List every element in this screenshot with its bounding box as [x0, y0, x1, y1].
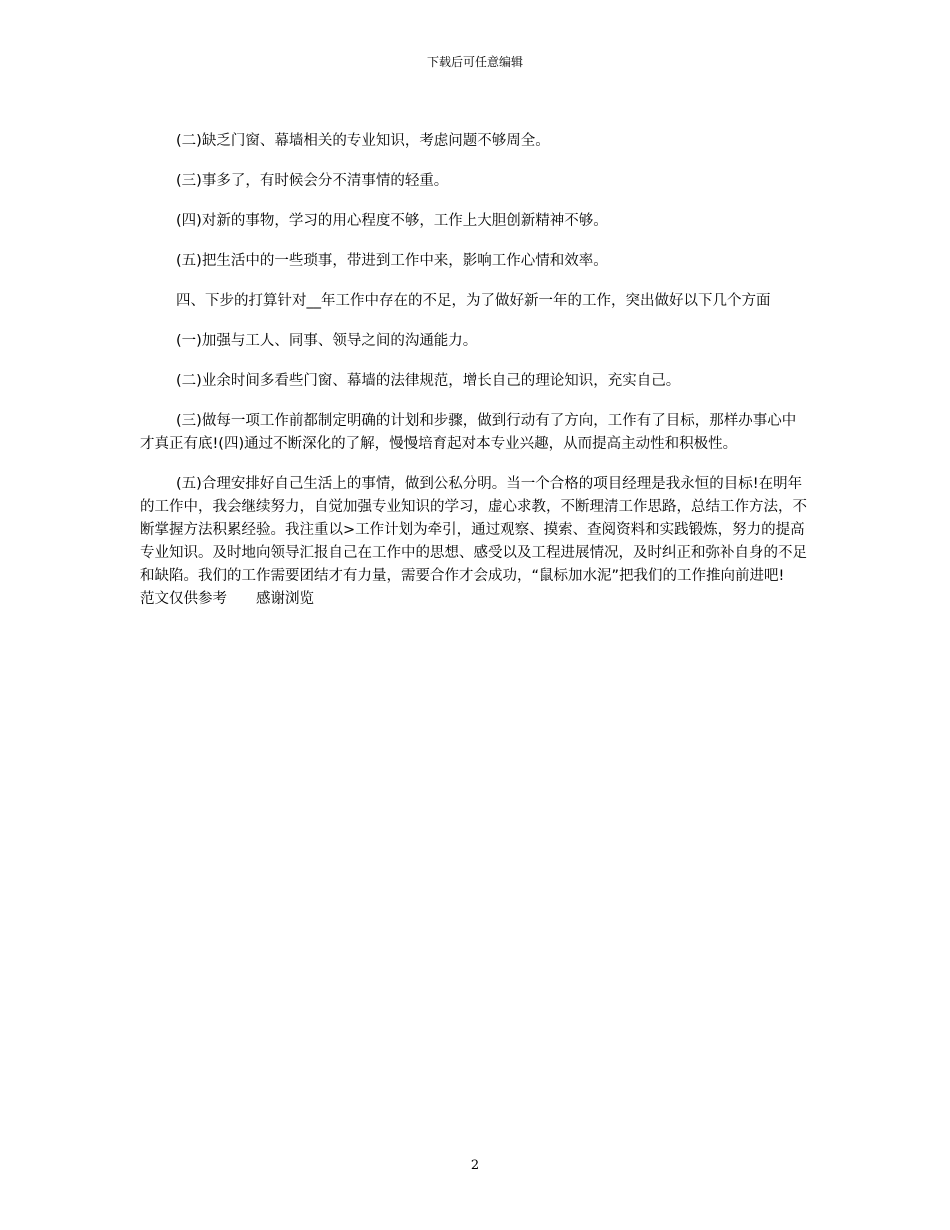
section-heading-next-steps: 四、下步的打算针对__年工作中存在的不足，为了做好新一年的工作，突出做好以下几个方面: [176, 293, 771, 309]
paragraph-personal-matters: (五)把生活中的一些琐事，带进到工作中来，影响工作心情和效率。: [176, 253, 608, 269]
paragraph-priorities: (三)事多了，有时候会分不清事情的轻重。: [176, 173, 449, 189]
page-header: 下载后可任意编辑: [426, 55, 523, 69]
paragraph-conclusion: (五)合理安排好自己生活上的事情，做到公私分明。当一个合格的项目经理是我永恒的目标!在明年的工作中，我会继续努力，自觉加强专业知识的学习，虚心求教，不断理清工作思路，总结工作方法，不断掌握方法积累经验。我注重以>工作计划为牵引，通过观察、摸索、查阅资料和实践锻炼，努力的提高专业知识。及时地向领导汇报自己在工作中的思想、感受以及工程进展情况，及时纠正和弥补自身的不足和缺陷。我们的工作需要团结才有力量，需要合作才会成功，“鼠标加水泥”把我们的工作推向前进吧! 范文仅供参考 感谢浏览: [140, 476, 814, 607]
page-number: 2: [470, 1158, 480, 1173]
paragraph-planning: (三)做每一项工作前都制定明确的计划和步骤，做到行动有了方向，工作有了目标，那样办事心中才真正有底!(四)通过不断深化的了解，慢慢培育起对本专业兴趣，从而提高主动性和积极性。: [140, 413, 797, 452]
paragraph-learning: (四)对新的事物，学习的用心程度不够，工作上大胆创新精神不够。: [176, 213, 608, 229]
paragraph-regulations: (二)业余时间多看些门窗、幕墙的法律规范，增长自己的理论知识，充实自己。: [176, 373, 681, 389]
paragraph-lacking-knowledge: (二)缺乏门窗、幕墙相关的专业知识，考虑问题不够周全。: [176, 133, 550, 149]
document-body: [140, 130, 814, 628]
paragraph-communication: (一)加强与工人、同事、领导之间的沟通能力。: [176, 333, 478, 349]
